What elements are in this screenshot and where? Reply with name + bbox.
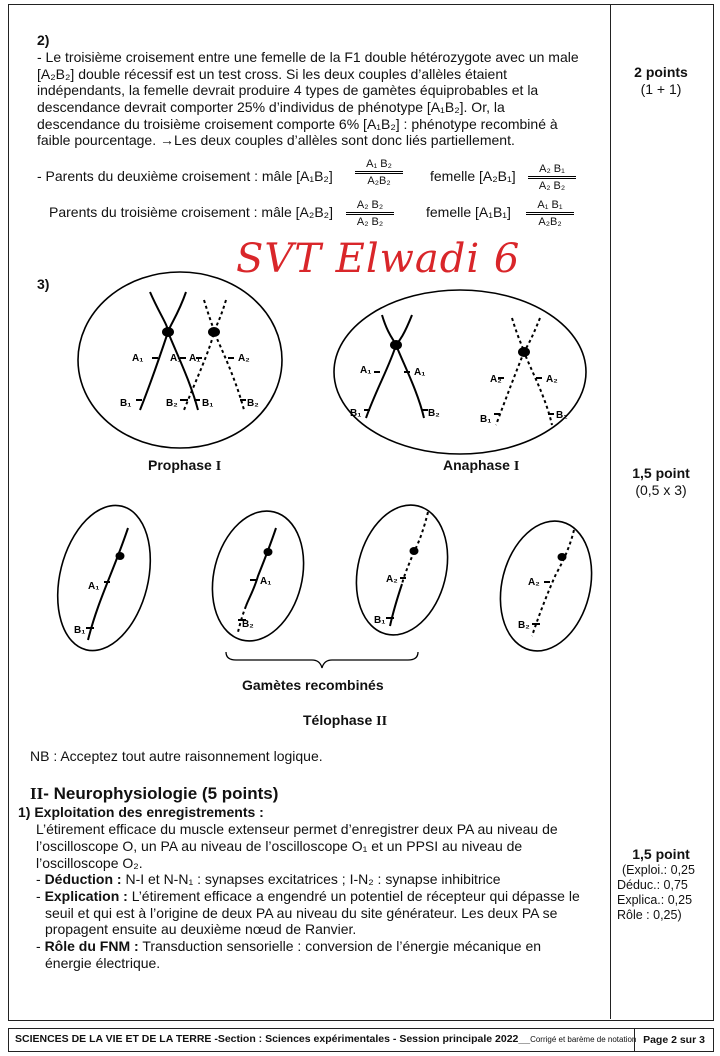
prophase-chromatid-solid-left bbox=[140, 292, 168, 410]
q1-title: 1) Exploitation des enregistrements : bbox=[18, 804, 264, 820]
cell-gamete-4 bbox=[487, 511, 604, 660]
explication-line-2: seuil et qui est à l’origine de deux PA au niveau du site générateur. Les deux PA se bbox=[45, 905, 558, 921]
genotype-bottom: A₂ B₂ bbox=[538, 180, 566, 192]
deduction-label: Déduction : bbox=[44, 871, 122, 887]
label-b2: B₂ bbox=[242, 619, 254, 630]
cell-anaphase bbox=[334, 290, 586, 454]
caption-gametes: Gamètes recombinés bbox=[242, 677, 384, 693]
label-b1: B₁ bbox=[480, 414, 492, 425]
genotype-top: A₂ B₂ bbox=[356, 199, 384, 211]
explication-line-1: - Explication : L’étirement efficace a engendré un potentiel de récepteur qui dépasse le bbox=[36, 888, 580, 904]
gamete-2-chromosome-solid bbox=[246, 528, 276, 606]
explication-text: L’étirement efficace a engendré un potentiel de récepteur qui dépasse le bbox=[131, 888, 580, 904]
role-line-1: - Rôle du FNM : Transduction sensorielle : conversion de l’énergie mécanique en bbox=[36, 938, 542, 954]
parents3-female-label: femelle [A₁B₁] bbox=[426, 204, 511, 220]
label-b2: B₂ bbox=[518, 620, 530, 631]
label-a1: A₁ bbox=[189, 353, 201, 364]
anaphase-chromatid-dotted-a bbox=[496, 318, 524, 425]
gamete-4-centromere bbox=[558, 553, 567, 561]
label-a2: A₂ bbox=[238, 353, 250, 364]
genotype-top: A₁ B₂ bbox=[366, 158, 392, 170]
q2-line-5: descendance du troisième croisement comporte 6% [A₁B₂] : phénotype recombiné à bbox=[37, 116, 558, 132]
gamete-chromosomes bbox=[86, 512, 574, 640]
points-breakdown-4: Rôle : 0,25) bbox=[617, 908, 682, 922]
cell-gamete-1 bbox=[43, 496, 164, 661]
part2-points: 1,5 point bbox=[632, 846, 690, 862]
points-breakdown-1: (Exploi.: 0,25 bbox=[622, 863, 695, 877]
role-text: Transduction sensorielle : conversion de l’énergie mécanique en bbox=[142, 938, 542, 954]
gamete-2-marks bbox=[238, 580, 256, 620]
caption-prophase-text: Prophase bbox=[148, 457, 212, 473]
explication-label: Explication : bbox=[44, 888, 128, 904]
genotype-bottom: A₂B₂ bbox=[538, 216, 562, 228]
q3-points-detail: (0,5 x 3) bbox=[635, 482, 687, 498]
label-a1: A₁ bbox=[170, 353, 182, 364]
footer-text bbox=[15, 1033, 636, 1045]
part-2-title bbox=[30, 784, 278, 804]
footer-title: SCIENCES DE LA VIE ET DE LA TERRE -Section : Sciences expérimentales - Session principale 2022__ bbox=[15, 1033, 531, 1045]
q2-points-detail: (1 + 1) bbox=[640, 81, 682, 97]
gamete-2-centromere bbox=[264, 548, 273, 556]
page-number: Page 2 sur 3 bbox=[634, 1029, 713, 1051]
anaphase-centromere-1 bbox=[390, 340, 402, 350]
gametes-brace bbox=[226, 652, 418, 668]
genotype-bottom: A₂B₂ bbox=[367, 175, 391, 187]
q1-line-2: l’oscilloscope O, un PA au niveau de l’oscilloscope O₁ et un PPSI au niveau de bbox=[36, 838, 523, 854]
genotype-top: A₂ B₁ bbox=[539, 163, 565, 175]
caption-anaphase bbox=[443, 457, 519, 475]
anaphase-a-marks bbox=[374, 372, 542, 378]
gamete-4-marks bbox=[532, 582, 550, 624]
anaphase-chromosomes bbox=[364, 315, 554, 425]
caption-anaphase-roman: I bbox=[513, 459, 520, 474]
watermark-logo: SVT Elwadi 6 bbox=[236, 236, 521, 282]
gamete-3-chromosome-solid bbox=[390, 584, 402, 626]
label-b1: B₁ bbox=[202, 398, 214, 409]
caption-telophase-roman: II bbox=[376, 714, 388, 729]
explication-line-3: propagent ensuite au deuxième nœud de Ranvier. bbox=[45, 921, 357, 937]
q2-line-2: [A₂B₂] double récessif est un test cross. Si les deux couples d’allèles étaient bbox=[37, 66, 508, 82]
deduction-line: - Déduction : N-I et N-N₁ : synapses excitatrices ; I-N₂ : synapse inhibitrice bbox=[36, 871, 501, 887]
nb-note: NB : Acceptez tout autre raisonnement logique. bbox=[30, 748, 323, 764]
q3-points: 1,5 point bbox=[632, 465, 690, 481]
label-a1: A₁ bbox=[88, 581, 100, 592]
points-breakdown-3: Explica.: 0,25 bbox=[617, 893, 693, 907]
part-2-title-text: - Neurophysiologie (5 points) bbox=[43, 784, 279, 803]
page-footer bbox=[8, 1028, 714, 1052]
anaphase-b-marks bbox=[364, 410, 554, 414]
caption-anaphase-text: Anaphase bbox=[443, 457, 510, 473]
footer-subtitle: Corrigé et barème de notation bbox=[530, 1035, 637, 1044]
parents2-female-label: femelle [A₂B₁] bbox=[430, 168, 516, 184]
label-a1: A₁ bbox=[414, 367, 426, 378]
caption-prophase-roman: I bbox=[215, 459, 222, 474]
q2-line-4: descendance devrait comporter 25% d’individus de phénotype [A₁B₂]. Or, la bbox=[37, 99, 505, 115]
gamete-1-centromere bbox=[116, 552, 125, 560]
label-b2: B₂ bbox=[166, 398, 178, 409]
label-a2: A₂ bbox=[528, 577, 540, 588]
q1-line-3: l’oscilloscope O₂. bbox=[36, 855, 143, 871]
label-b1: B₁ bbox=[120, 398, 132, 409]
parents2-label: - Parents du deuxième croisement : mâle [A₁B₂] bbox=[37, 168, 333, 184]
label-a2: A₂ bbox=[546, 374, 558, 385]
caption-prophase bbox=[148, 457, 221, 475]
label-a1: A₁ bbox=[132, 353, 144, 364]
label-a2: A₂ bbox=[386, 574, 398, 585]
caption-telophase-text: Télophase bbox=[303, 712, 373, 728]
role-label: Rôle du FNM : bbox=[44, 938, 139, 954]
caption-telophase bbox=[303, 712, 387, 730]
gamete-3-centromere bbox=[410, 547, 419, 555]
genotype-top: A₁ B₁ bbox=[537, 199, 563, 211]
label-a2: A₂ bbox=[490, 374, 502, 385]
cell-gamete-3 bbox=[343, 495, 460, 644]
label-a1: A₁ bbox=[260, 576, 272, 587]
label-a1: A₁ bbox=[360, 365, 372, 376]
role-line-2: énergie électrique. bbox=[45, 955, 161, 971]
deduction-text: N-I et N-N₁ : synapses excitatrices ; I-N₂ : synapse inhibitrice bbox=[125, 871, 501, 887]
prophase-centromere-1 bbox=[162, 327, 174, 337]
q2-line-6: faible pourcentage. →Les deux couples d’allèles sont donc liés partiellement. bbox=[37, 132, 515, 148]
label-b1: B₁ bbox=[350, 408, 362, 419]
label-b1: B₁ bbox=[374, 615, 386, 626]
genotype-bottom: A₂ B₂ bbox=[356, 216, 384, 228]
prophase-chromatid-solid-right bbox=[168, 292, 201, 410]
prophase-chromosomes bbox=[136, 292, 246, 410]
label-b2: B₂ bbox=[428, 408, 440, 419]
label-b2: B₂ bbox=[556, 410, 568, 421]
part-2-roman: II bbox=[30, 784, 44, 803]
question-2-number: 2) bbox=[37, 32, 50, 48]
anaphase-chromatid-dotted-b bbox=[524, 318, 552, 425]
anaphase-centromere-2 bbox=[518, 347, 530, 357]
parents3-label: Parents du troisième croisement : mâle [A₂B₂] bbox=[49, 204, 333, 220]
prophase-centromere-2 bbox=[208, 327, 220, 337]
q2-points: 2 points bbox=[634, 64, 688, 80]
question-3-number: 3) bbox=[37, 276, 50, 292]
q1-line-1: L’étirement efficace du muscle extenseur permet d’enregistrer deux PA au niveau de bbox=[36, 821, 558, 837]
label-b2: B₂ bbox=[247, 398, 259, 409]
q2-line-1: - Le troisième croisement entre une femelle de la F1 double hétérozygote avec un male bbox=[37, 49, 579, 65]
label-b1: B₁ bbox=[74, 625, 86, 636]
q2-line-3: indépendants, la femelle devrait produire 4 types de gamètes équiprobables et la bbox=[37, 82, 539, 98]
points-breakdown-2: Déduc.: 0,75 bbox=[617, 878, 688, 892]
cell-outlines bbox=[43, 272, 604, 661]
